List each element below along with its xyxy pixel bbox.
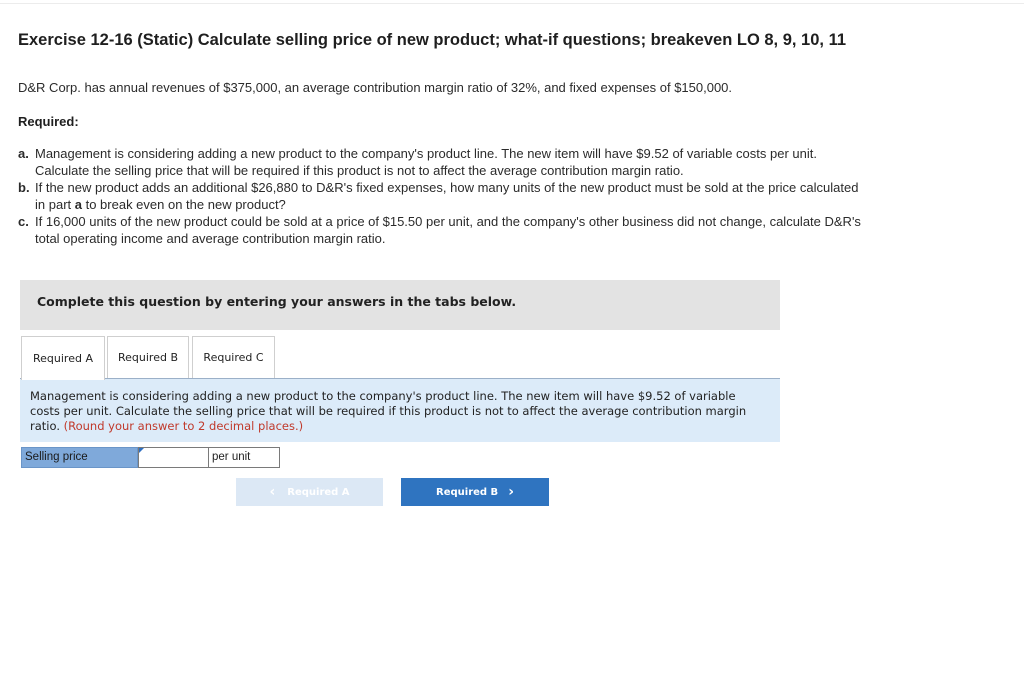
required-heading: Required: <box>18 114 79 129</box>
problem-intro: D&R Corp. has annual revenues of $375,000, an average contribution margin ratio of 32%, and fixed expenses of $150,000. <box>18 80 733 95</box>
question-text <box>35 179 868 213</box>
instruction-text: Complete this question by entering your answers in the tabs below. <box>37 294 517 309</box>
question-letter: b. <box>18 180 30 195</box>
question-b <box>18 179 868 213</box>
input-focus-marker <box>139 448 144 453</box>
next-button-label: Required B <box>436 486 499 498</box>
question-text-part: to break even on the new product? <box>81 197 286 212</box>
rounding-note: (Round your answer to 2 decimal places.) <box>63 419 304 433</box>
prev-button-label: Required A <box>287 486 350 498</box>
tab-label: Required A <box>33 352 93 365</box>
unit-label: per unit <box>208 447 280 468</box>
question-text: If 16,000 units of the new product could be sold at a price of $15.50 per unit, and the company's other business did not change, calculate D&R's total operating income and average contribution margin ratio. <box>35 214 861 246</box>
top-divider <box>0 3 1024 4</box>
panel-text <box>30 389 765 434</box>
question-letter: a. <box>18 146 29 161</box>
selling-price-label: Selling price <box>21 447 138 468</box>
tab-label: Required B <box>117 351 178 364</box>
panel-question: Management is considering adding a new product to the company's product line. The new item will have $9.52 of variable costs per unit. Calculate the selling price that will be required if this product is not to affect the average contribution margin ratio. <box>30 389 747 433</box>
next-button[interactable] <box>401 478 549 506</box>
tab-required-c[interactable] <box>192 336 275 378</box>
question-a <box>18 145 868 179</box>
prev-button[interactable] <box>236 478 383 506</box>
chevron-left-icon: ‹ <box>269 484 276 500</box>
chevron-right-icon: › <box>508 484 514 500</box>
page-title: Exercise 12-16 (Static) Calculate selling price of new product; what-if questions; breakeven LO 8, 9, 10, 11 <box>18 31 847 49</box>
instruction-box <box>20 280 780 330</box>
question-panel <box>20 379 780 442</box>
question-text: Management is considering adding a new product to the company's product line. The new item will have $9.52 of variable costs per unit. Calculate the selling price that will be required if this product is not to affect the average contribution margin ratio. <box>35 146 817 178</box>
question-list <box>18 145 868 247</box>
tab-label: Required C <box>203 351 264 364</box>
selling-price-input[interactable] <box>138 447 209 468</box>
question-text-part: If the new product adds an additional $26,880 to D&R's fixed expenses, how many units of the new product must be sold at the price calculated in part <box>35 180 859 212</box>
question-bold-part: a <box>74 197 82 212</box>
tab-required-b[interactable] <box>107 336 189 378</box>
question-letter: c. <box>18 214 29 229</box>
tab-required-a[interactable] <box>21 336 105 380</box>
question-c <box>18 213 868 247</box>
